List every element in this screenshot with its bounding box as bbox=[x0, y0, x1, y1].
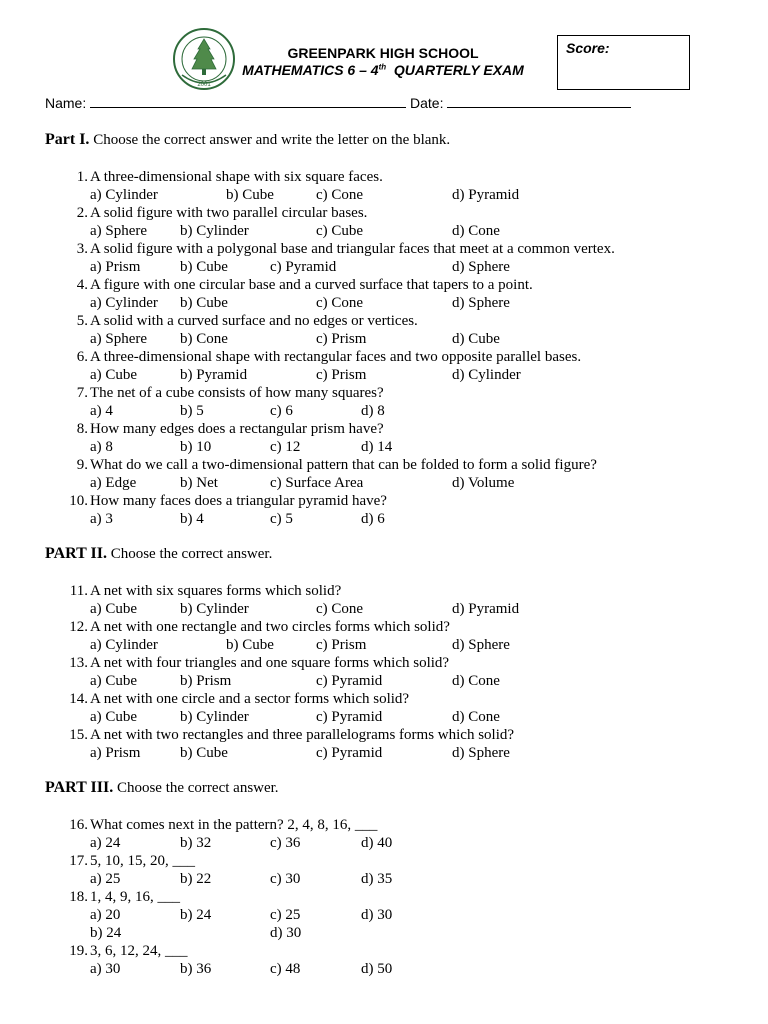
question-number: 17. bbox=[69, 853, 88, 869]
answer-option[interactable]: a) Cylinder bbox=[90, 295, 158, 311]
answer-option[interactable]: d) Volume bbox=[452, 475, 515, 491]
answer-option[interactable]: c) 25 bbox=[270, 907, 301, 923]
answer-option[interactable]: d) Sphere bbox=[452, 637, 510, 653]
answer-option[interactable]: a) Cube bbox=[90, 367, 138, 383]
answer-option[interactable]: b) Net bbox=[180, 475, 218, 491]
answer-option[interactable]: c) Pyramid bbox=[316, 673, 383, 689]
question-number: 13. bbox=[69, 655, 88, 671]
answer-option[interactable]: a) 3 bbox=[90, 511, 113, 527]
answer-option[interactable]: d) Cone bbox=[452, 223, 500, 239]
question-number: 10. bbox=[69, 493, 88, 509]
answer-option[interactable]: c) 12 bbox=[270, 439, 301, 455]
answer-option[interactable]: b) Cone bbox=[180, 331, 228, 347]
question-number: 3. bbox=[76, 241, 88, 257]
answer-option[interactable]: d) Cube bbox=[452, 331, 500, 347]
answer-option[interactable]: c) Pyramid bbox=[316, 745, 383, 761]
question-text: A three-dimensional shape with rectangular faces and two opposite parallel bases. bbox=[90, 349, 582, 365]
exam-title bbox=[240, 62, 526, 78]
answer-option[interactable]: a) 20 bbox=[90, 907, 121, 923]
question-text: How many faces does a triangular pyramid have? bbox=[90, 493, 387, 509]
name-label: Name: bbox=[45, 95, 87, 111]
part-instruction: Choose the correct answer and write the letter on the blank. bbox=[93, 132, 451, 148]
answer-option[interactable]: a) 25 bbox=[90, 871, 121, 887]
part-heading bbox=[45, 131, 450, 149]
logo-year: 2001 bbox=[197, 82, 211, 88]
exam-title-prefix: MATHEMATICS 6 – 4 bbox=[242, 62, 379, 78]
part-instruction: Choose the correct answer. bbox=[116, 780, 279, 796]
question-text: A solid figure with two parallel circular bases. bbox=[90, 205, 368, 221]
answer-option[interactable]: c) Cone bbox=[316, 295, 364, 311]
question-number: 1. bbox=[76, 169, 88, 185]
question-number: 19. bbox=[69, 943, 88, 959]
answer-option[interactable]: c) Prism bbox=[316, 331, 367, 347]
answer-option[interactable]: d) 30 bbox=[361, 907, 393, 923]
question-text: A figure with one circular base and a curved surface that tapers to a point. bbox=[90, 277, 533, 293]
question-text: A solid figure with a polygonal base and triangular faces that meet at a common vertex. bbox=[90, 241, 615, 257]
question-text: What do we call a two-dimensional pattern that can be folded to form a solid figure? bbox=[90, 457, 597, 473]
question-text: A net with two rectangles and three parallelograms forms which solid? bbox=[90, 727, 515, 743]
answer-option[interactable]: d) 8 bbox=[361, 403, 385, 419]
answer-option[interactable]: b) 36 bbox=[180, 961, 212, 977]
answer-option[interactable]: b) Cylinder bbox=[180, 709, 249, 725]
question-text: A net with one rectangle and two circles forms which solid? bbox=[90, 619, 450, 635]
question-text: 1, 4, 9, 16, ___ bbox=[90, 889, 180, 905]
name-blank[interactable] bbox=[90, 95, 406, 108]
answer-option[interactable]: a) Cylinder bbox=[90, 637, 158, 653]
answer-option[interactable]: d) 30 bbox=[270, 925, 302, 941]
answer-option[interactable]: c) Surface Area bbox=[270, 475, 364, 491]
part-heading bbox=[45, 779, 279, 797]
answer-option[interactable]: b) Pyramid bbox=[180, 367, 248, 383]
question-text: A solid with a curved surface and no edges or vertices. bbox=[90, 313, 418, 329]
answer-option[interactable]: c) Cube bbox=[316, 223, 364, 239]
question-number: 15. bbox=[69, 727, 88, 743]
question-number: 8. bbox=[76, 421, 88, 437]
answer-option[interactable]: a) Sphere bbox=[90, 331, 148, 347]
question-number: 6. bbox=[76, 349, 88, 365]
answer-option[interactable]: b) 5 bbox=[180, 403, 204, 419]
part-title: Part I. bbox=[45, 131, 90, 148]
answer-option[interactable]: d) Cone bbox=[452, 709, 500, 725]
part-heading bbox=[45, 545, 272, 563]
answer-option[interactable]: b) Cube bbox=[226, 187, 274, 203]
question-number: 4. bbox=[76, 277, 88, 293]
question-number: 14. bbox=[69, 691, 88, 707]
answer-option[interactable]: a) 8 bbox=[90, 439, 113, 455]
answer-option[interactable]: a) Sphere bbox=[90, 223, 148, 239]
answer-option[interactable]: c) Cone bbox=[316, 187, 364, 203]
answer-option[interactable]: a) Prism bbox=[90, 745, 141, 761]
question-text: What comes next in the pattern? 2, 4, 8, 16, ___ bbox=[90, 817, 378, 833]
answer-option[interactable]: d) Sphere bbox=[452, 259, 510, 275]
answer-option[interactable]: c) 6 bbox=[270, 403, 293, 419]
answer-option[interactable]: c) 5 bbox=[270, 511, 293, 527]
school-logo bbox=[170, 25, 238, 93]
answer-option[interactable]: c) Pyramid bbox=[316, 709, 383, 725]
school-name: GREENPARK HIGH SCHOOL bbox=[287, 45, 479, 61]
answer-option[interactable]: d) 14 bbox=[361, 439, 393, 455]
question-number: 5. bbox=[76, 313, 88, 329]
answer-option[interactable]: d) 6 bbox=[361, 511, 385, 527]
answer-option[interactable]: b) 22 bbox=[180, 871, 212, 887]
question-text: How many edges does a rectangular prism have? bbox=[90, 421, 384, 437]
answer-option[interactable]: b) 24 bbox=[90, 925, 122, 941]
question-number: 9. bbox=[76, 457, 88, 473]
question-number: 18. bbox=[69, 889, 88, 905]
answer-option[interactable]: b) 4 bbox=[180, 511, 204, 527]
answer-option[interactable]: d) 40 bbox=[361, 835, 393, 851]
question-text: 5, 10, 15, 20, ___ bbox=[90, 853, 195, 869]
answer-option[interactable]: c) 36 bbox=[270, 835, 301, 851]
date-blank[interactable] bbox=[447, 95, 631, 108]
part-title: PART II. bbox=[45, 545, 107, 562]
answer-option[interactable]: d) Pyramid bbox=[452, 601, 520, 617]
answer-option[interactable]: a) Cube bbox=[90, 709, 138, 725]
answer-option[interactable]: b) Cylinder bbox=[180, 601, 249, 617]
date-label: Date: bbox=[410, 95, 444, 111]
answer-option[interactable]: a) 24 bbox=[90, 835, 121, 851]
answer-option[interactable]: d) 50 bbox=[361, 961, 393, 977]
answer-option[interactable]: d) Cone bbox=[452, 673, 500, 689]
answer-option[interactable]: b) Cube bbox=[226, 637, 274, 653]
question-number: 11. bbox=[69, 583, 88, 599]
answer-option[interactable]: c) Prism bbox=[316, 367, 367, 383]
question-number: 12. bbox=[69, 619, 88, 635]
answer-option[interactable]: b) 10 bbox=[180, 439, 212, 455]
question-text: The net of a cube consists of how many squares? bbox=[90, 385, 384, 401]
exam-title-suffix: QUARTERLY EXAM bbox=[393, 62, 524, 78]
answer-option[interactable]: d) Sphere bbox=[452, 745, 510, 761]
question-text: 3, 6, 12, 24, ___ bbox=[90, 943, 188, 959]
answer-option[interactable]: a) Edge bbox=[90, 475, 137, 491]
answer-option[interactable]: b) Cube bbox=[180, 295, 228, 311]
answer-option[interactable]: b) Cube bbox=[180, 259, 228, 275]
answer-option[interactable]: d) 35 bbox=[361, 871, 393, 887]
answer-option[interactable]: b) Prism bbox=[180, 673, 232, 689]
question-number: 16. bbox=[69, 817, 88, 833]
answer-option[interactable]: b) Cylinder bbox=[180, 223, 249, 239]
answer-option[interactable]: a) Cube bbox=[90, 601, 138, 617]
answer-option[interactable]: c) 48 bbox=[270, 961, 301, 977]
question-number: 2. bbox=[76, 205, 88, 221]
question-number: 7. bbox=[76, 385, 88, 401]
question-text: A three-dimensional shape with six square faces. bbox=[90, 169, 383, 185]
answer-option[interactable]: c) Pyramid bbox=[270, 259, 337, 275]
answer-option[interactable]: a) 30 bbox=[90, 961, 121, 977]
exam-title-sup: th bbox=[378, 62, 387, 72]
answer-option[interactable]: a) Prism bbox=[90, 259, 141, 275]
question-text: A net with four triangles and one square forms which solid? bbox=[90, 655, 450, 671]
answer-option[interactable]: d) Cylinder bbox=[452, 367, 521, 383]
answer-option[interactable]: c) Cone bbox=[316, 601, 364, 617]
question-text: A net with six squares forms which solid? bbox=[90, 583, 342, 599]
answer-option[interactable]: c) Prism bbox=[316, 637, 367, 653]
answer-option[interactable]: b) Cube bbox=[180, 745, 228, 761]
answer-option[interactable]: c) 30 bbox=[270, 871, 301, 887]
name-date-row bbox=[45, 95, 631, 111]
score-box[interactable] bbox=[557, 35, 690, 90]
answer-option[interactable]: a) 4 bbox=[90, 403, 113, 419]
score-label: Score: bbox=[566, 40, 610, 56]
answer-option[interactable]: d) Sphere bbox=[452, 295, 510, 311]
answer-option[interactable]: b) 32 bbox=[180, 835, 212, 851]
part-instruction: Choose the correct answer. bbox=[110, 546, 273, 562]
answer-option[interactable]: a) Cylinder bbox=[90, 187, 158, 203]
answer-option[interactable]: d) Pyramid bbox=[452, 187, 520, 203]
part-title: PART III. bbox=[45, 779, 114, 796]
answer-option[interactable]: a) Cube bbox=[90, 673, 138, 689]
question-text: A net with one circle and a sector forms which solid? bbox=[90, 691, 410, 707]
answer-option[interactable]: b) 24 bbox=[180, 907, 212, 923]
